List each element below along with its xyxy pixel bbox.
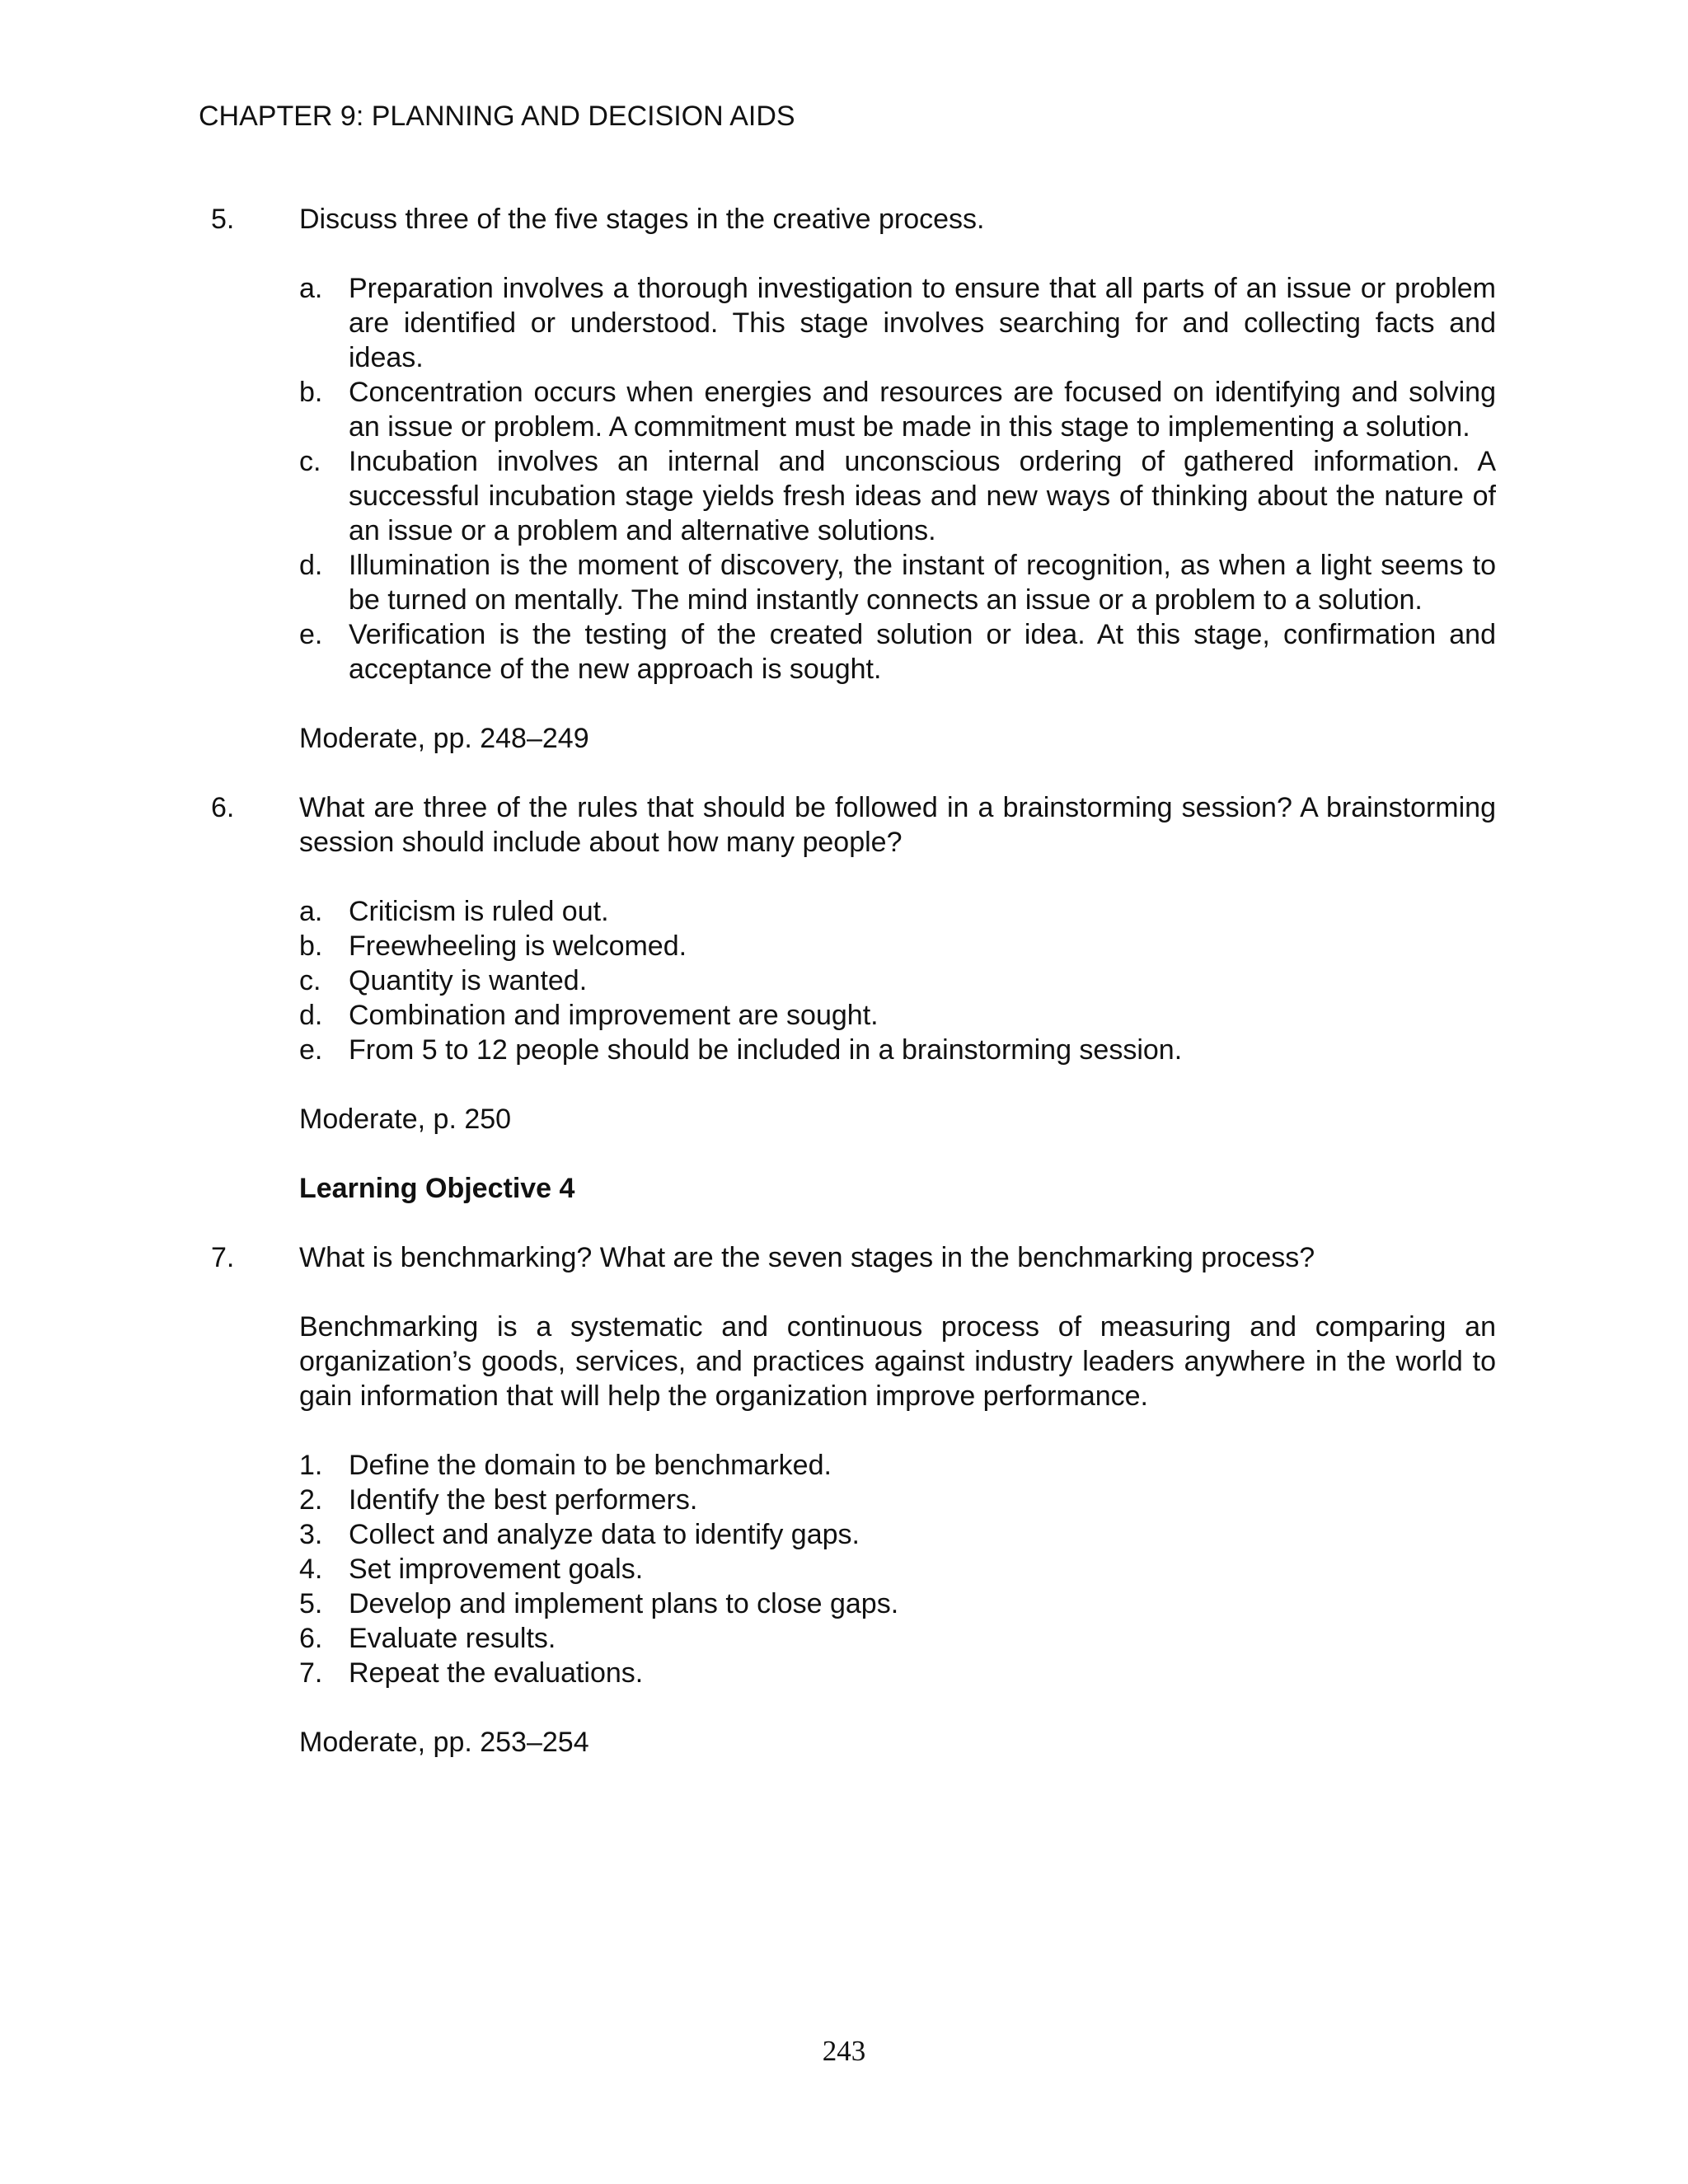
answer-list xyxy=(299,894,1496,1067)
item-text: Identify the best performers. xyxy=(349,1484,698,1516)
definition-paragraph: Benchmarking is a systematic and continuous process of measuring and comparing an organization’s goods, services, and practices against industry leaders anywhere in the world to gain information that will help the organization improve performance. xyxy=(299,1311,1496,1412)
item-text: Develop and implement plans to close gaps. xyxy=(349,1588,899,1619)
question-text: What are three of the rules that should be followed in a brainstorming session? A brainstorming session should include about how many people? xyxy=(299,792,1496,858)
list-item xyxy=(299,1448,1496,1483)
item-text: Quantity is wanted. xyxy=(349,965,588,996)
list-item xyxy=(299,617,1496,687)
difficulty-reference: Moderate, p. 250 xyxy=(299,1104,512,1135)
list-item xyxy=(299,963,1496,998)
item-label: d. xyxy=(299,550,323,581)
item-text: Evaluate results. xyxy=(349,1623,556,1654)
item-text: Repeat the evaluations. xyxy=(349,1657,644,1689)
item-text: Verification is the testing of the created solution or idea. At this stage, confirmation and acceptance of the new approach is sought. xyxy=(349,619,1496,685)
list-item xyxy=(299,375,1496,444)
steps-list xyxy=(299,1448,1496,1690)
item-text: Freewheeling is welcomed. xyxy=(349,930,687,962)
list-item xyxy=(299,998,1496,1033)
learning-objective-heading: Learning Objective 4 xyxy=(299,1173,575,1204)
item-label: 3. xyxy=(299,1519,323,1550)
item-label: 1. xyxy=(299,1450,323,1481)
item-label: d. xyxy=(299,1000,323,1031)
list-item xyxy=(299,1586,1496,1621)
question-text: Discuss three of the five stages in the creative process. xyxy=(299,204,985,235)
item-label: 2. xyxy=(299,1484,323,1516)
item-text: Collect and analyze data to identify gaps. xyxy=(349,1519,860,1550)
item-label: a. xyxy=(299,896,323,927)
chapter-header: CHAPTER 9: PLANNING AND DECISION AIDS xyxy=(199,101,795,132)
item-label: 4. xyxy=(299,1554,323,1585)
list-item xyxy=(299,1552,1496,1586)
page-number: 243 xyxy=(822,2035,866,2067)
item-label: b. xyxy=(299,930,323,962)
item-text: Incubation involves an internal and unconscious ordering of gathered information. A successful incubation stage yields fresh ideas and new ways of thinking about the nature of an issue or a problem and alternative solutions. xyxy=(349,446,1496,546)
list-item xyxy=(299,1483,1496,1517)
question-number: 7. xyxy=(211,1242,235,1273)
question-text: What is benchmarking? What are the seven stages in the benchmarking process? xyxy=(299,1242,1315,1273)
item-text: From 5 to 12 people should be included in a brainstorming session. xyxy=(349,1034,1183,1066)
item-label: 6. xyxy=(299,1623,323,1654)
list-item xyxy=(299,1033,1496,1067)
list-item xyxy=(299,1621,1496,1656)
item-label: e. xyxy=(299,619,323,650)
list-item xyxy=(299,444,1496,548)
item-text: Set improvement goals. xyxy=(349,1554,644,1585)
item-text: Define the domain to be benchmarked. xyxy=(349,1450,832,1481)
item-label: c. xyxy=(299,965,321,996)
item-label: e. xyxy=(299,1034,323,1066)
item-label: 7. xyxy=(299,1657,323,1689)
difficulty-reference: Moderate, pp. 253–254 xyxy=(299,1727,589,1758)
list-item xyxy=(299,929,1496,963)
list-item xyxy=(299,1656,1496,1690)
item-label: 5. xyxy=(299,1588,323,1619)
question-6 xyxy=(199,790,1496,1206)
list-item xyxy=(299,1517,1496,1552)
list-item xyxy=(299,548,1496,617)
question-number: 5. xyxy=(211,204,235,235)
item-text: Concentration occurs when energies and resources are focused on identifying and solving an issue or problem. A commitment must be made in this stage to implementing a solution. xyxy=(349,377,1496,443)
item-label: b. xyxy=(299,377,323,408)
item-text: Preparation involves a thorough investigation to ensure that all parts of an issue or problem are identified or understood. This stage involves searching for and collecting facts and ideas. xyxy=(349,273,1496,373)
list-item xyxy=(299,271,1496,375)
content xyxy=(199,202,1496,1760)
item-label: a. xyxy=(299,273,323,304)
question-number: 6. xyxy=(211,792,235,823)
difficulty-reference: Moderate, pp. 248–249 xyxy=(299,723,589,754)
item-label: c. xyxy=(299,446,321,477)
item-text: Criticism is ruled out. xyxy=(349,896,609,927)
item-text: Illumination is the moment of discovery, the instant of recognition, as when a light seems to be turned on mentally. The mind instantly connects an issue or a problem to a solution. xyxy=(349,550,1496,616)
item-text: Combination and improvement are sought. xyxy=(349,1000,879,1031)
question-5 xyxy=(199,202,1496,756)
question-7 xyxy=(199,1240,1496,1760)
list-item xyxy=(299,894,1496,929)
answer-list xyxy=(299,271,1496,687)
